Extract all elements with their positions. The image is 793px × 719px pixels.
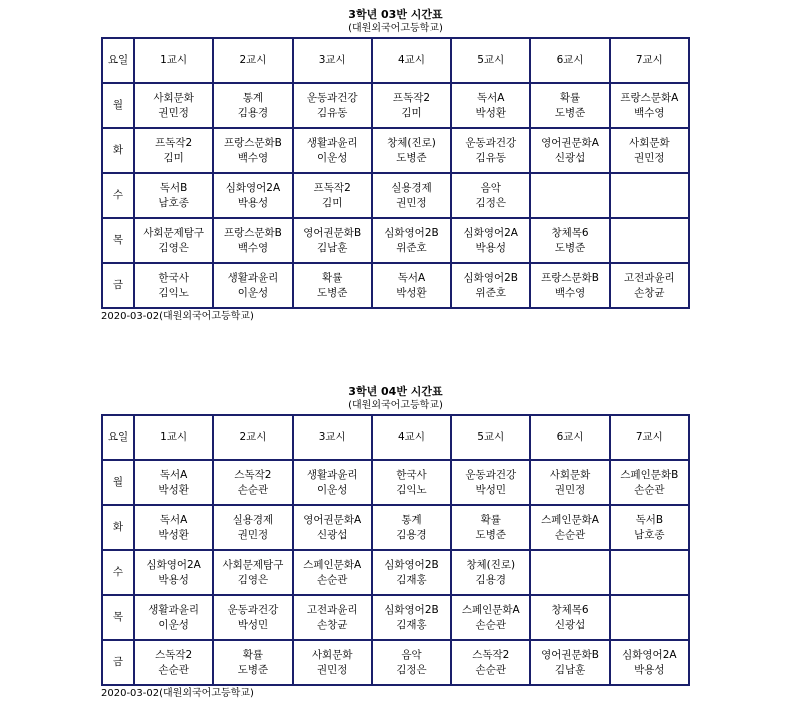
teacher-name: 신광섭	[554, 618, 586, 631]
timetable-title: 3학년 03반 시간표	[348, 8, 443, 21]
teacher-name: 김익노	[396, 483, 427, 496]
teacher-name: 김재홍	[396, 618, 427, 631]
subject-name: 프독작2	[313, 181, 351, 194]
class-cell	[213, 550, 292, 595]
class-cell	[213, 83, 292, 128]
period-header: 4교시	[372, 415, 451, 460]
class-cell	[451, 128, 530, 173]
class-cell	[610, 505, 689, 550]
subject-name: 심화영어2A	[225, 181, 281, 194]
class-cell	[610, 640, 689, 685]
teacher-name: 남호종	[158, 196, 189, 209]
timetable-04	[101, 385, 690, 700]
subject-name: 프랑스문화A	[620, 91, 679, 104]
class-cell	[213, 640, 292, 685]
day-row	[102, 460, 689, 505]
class-cell	[610, 595, 689, 640]
class-cell	[530, 263, 609, 308]
day-label: 수	[102, 550, 134, 595]
class-cell	[213, 263, 292, 308]
subject-name: 통계	[401, 513, 422, 526]
teacher-name: 신광섭	[554, 151, 586, 164]
teacher-name: 손순관	[316, 573, 348, 586]
subject-name: 사회문제탐구	[143, 226, 205, 239]
teacher-name: 손순관	[475, 663, 506, 676]
subject-name: 운동과건강	[227, 603, 279, 616]
class-cell	[372, 128, 451, 173]
class-cell	[134, 550, 213, 595]
day-label: 금	[102, 263, 134, 308]
class-cell	[293, 550, 372, 595]
teacher-name: 위준호	[396, 241, 427, 254]
teacher-name: 도병준	[237, 663, 269, 676]
teacher-name: 도병준	[316, 286, 348, 299]
class-cell	[134, 263, 213, 308]
class-cell	[610, 263, 689, 308]
subject-name: 스독작2	[155, 648, 193, 661]
subject-name: 스페인문화A	[461, 603, 520, 616]
day-row	[102, 505, 689, 550]
subject-name: 운동과건강	[465, 468, 517, 481]
class-cell	[293, 505, 372, 550]
subject-name: 프랑스문화B	[223, 136, 282, 149]
teacher-name: 도병준	[554, 241, 586, 254]
day-row	[102, 263, 689, 308]
teacher-name: 김남훈	[316, 241, 348, 254]
subject-name: 고전과윤리	[623, 271, 675, 284]
day-label: 목	[102, 595, 134, 640]
teacher-name: 위준호	[475, 286, 506, 299]
class-cell	[293, 640, 372, 685]
teacher-name: 박성환	[475, 106, 506, 119]
teacher-name: 권민정	[316, 663, 348, 676]
class-cell	[213, 460, 292, 505]
period-header: 1교시	[134, 415, 213, 460]
subject-name: 고전과윤리	[306, 603, 358, 616]
teacher-name: 권민정	[396, 196, 427, 209]
class-cell	[372, 595, 451, 640]
subject-name: 심화영어2A	[622, 648, 677, 661]
period-header: 4교시	[372, 38, 451, 83]
subject-name: 심화영어2B	[463, 271, 518, 284]
teacher-name: 박성환	[158, 528, 189, 541]
subject-name: 심화영어2A	[146, 558, 201, 571]
subject-name: 독서B	[159, 181, 188, 194]
class-cell	[372, 460, 451, 505]
class-cell	[372, 218, 451, 263]
subject-name: 실용경제	[391, 181, 432, 194]
timetable-grid	[101, 37, 690, 309]
teacher-name: 권민정	[634, 151, 665, 164]
subject-name: 창체목6	[551, 603, 589, 616]
teacher-name: 박성환	[158, 483, 189, 496]
class-cell	[213, 173, 292, 218]
timetable-subtitle: (대원외국어고등학교)	[348, 23, 443, 34]
class-cell	[372, 173, 451, 218]
class-cell	[451, 640, 530, 685]
class-cell	[134, 640, 213, 685]
day-label: 월	[102, 83, 134, 128]
subject-name: 심화영어2B	[384, 558, 439, 571]
teacher-name: 김익노	[158, 286, 189, 299]
subject-name: 심화영어2B	[384, 226, 439, 239]
period-header: 6교시	[530, 38, 609, 83]
teacher-name: 박용성	[158, 573, 189, 586]
subject-name: 심화영어2B	[384, 603, 439, 616]
subject-name: 한국사	[158, 271, 189, 284]
class-cell	[530, 173, 609, 218]
header-row	[102, 415, 689, 460]
day-row	[102, 595, 689, 640]
class-cell	[293, 595, 372, 640]
subject-name: 실용경제	[232, 513, 274, 526]
class-cell	[134, 218, 213, 263]
day-row	[102, 128, 689, 173]
teacher-name: 김영은	[237, 573, 269, 586]
teacher-name: 김영은	[158, 241, 189, 254]
subject-name: 스페인문화A	[541, 513, 599, 526]
subject-name: 확률	[559, 91, 581, 104]
class-cell	[451, 595, 530, 640]
day-row	[102, 83, 689, 128]
subject-name: 독서A	[477, 91, 505, 104]
header-row	[102, 38, 689, 83]
class-cell	[134, 83, 213, 128]
period-header: 6교시	[530, 415, 609, 460]
teacher-name: 이운성	[316, 151, 348, 164]
subject-name: 운동과건강	[465, 136, 517, 149]
class-cell	[610, 173, 689, 218]
subject-name: 음악	[480, 181, 501, 194]
period-header: 3교시	[293, 415, 372, 460]
class-cell	[293, 460, 372, 505]
teacher-name: 박용성	[475, 241, 506, 254]
class-cell	[293, 83, 372, 128]
subject-name: 사회문화	[629, 136, 670, 149]
teacher-name: 도병준	[475, 528, 506, 541]
class-cell	[293, 173, 372, 218]
class-cell	[451, 460, 530, 505]
teacher-name: 권민정	[554, 483, 586, 496]
subject-name: 음악	[401, 648, 422, 661]
class-cell	[451, 173, 530, 218]
subject-name: 한국사	[396, 468, 427, 481]
subject-name: 영어권문화A	[541, 136, 599, 149]
class-cell	[213, 505, 292, 550]
timetable-03	[101, 8, 690, 323]
class-cell	[610, 83, 689, 128]
teacher-name: 권민정	[237, 528, 269, 541]
timetable-subtitle: (대원외국어고등학교)	[348, 400, 443, 411]
class-cell	[530, 595, 609, 640]
class-cell	[610, 460, 689, 505]
day-row	[102, 218, 689, 263]
class-cell	[134, 595, 213, 640]
teacher-name: 김정은	[475, 196, 506, 209]
period-header: 7교시	[610, 38, 689, 83]
timetable-grid	[101, 414, 690, 686]
class-cell	[372, 263, 451, 308]
day-label: 금	[102, 640, 134, 685]
class-cell	[134, 505, 213, 550]
subject-name: 스페인문화B	[620, 468, 679, 481]
class-cell	[372, 83, 451, 128]
class-cell	[134, 460, 213, 505]
class-cell	[293, 263, 372, 308]
period-header: 3교시	[293, 38, 372, 83]
teacher-name: 손순관	[237, 483, 269, 496]
day-row	[102, 640, 689, 685]
subject-name: 사회문제탐구	[222, 558, 284, 571]
day-row	[102, 173, 689, 218]
teacher-name: 김정은	[396, 663, 427, 676]
teacher-name: 손창균	[634, 286, 665, 299]
teacher-name: 박성환	[396, 286, 427, 299]
teacher-name: 김재홍	[396, 573, 427, 586]
subject-name: 사회문화	[311, 648, 353, 661]
period-header: 5교시	[451, 415, 530, 460]
class-cell	[530, 128, 609, 173]
class-cell	[530, 550, 609, 595]
day-row	[102, 550, 689, 595]
subject-name: 심화영어2A	[463, 226, 518, 239]
day-label: 수	[102, 173, 134, 218]
subject-name: 스페인문화A	[303, 558, 362, 571]
subject-name: 독서A	[159, 468, 188, 481]
subject-name: 프랑스문화B	[541, 271, 599, 284]
subject-name: 프랑스문화B	[223, 226, 282, 239]
class-cell	[530, 640, 609, 685]
subject-name: 확률	[480, 513, 501, 526]
teacher-name: 이운성	[158, 618, 189, 631]
teacher-name: 김용경	[237, 106, 269, 119]
subject-name: 영어권문화B	[303, 226, 362, 239]
teacher-name: 박성민	[475, 483, 506, 496]
corner-cell: 요일	[102, 415, 134, 460]
subject-name: 창체목6	[551, 226, 589, 239]
class-cell	[451, 263, 530, 308]
teacher-name: 박용성	[634, 663, 665, 676]
class-cell	[610, 218, 689, 263]
teacher-name: 김미	[163, 151, 184, 164]
teacher-name: 도병준	[396, 151, 427, 164]
subject-name: 생활과윤리	[306, 136, 358, 149]
class-cell	[293, 128, 372, 173]
day-label: 화	[102, 128, 134, 173]
teacher-name: 김미	[401, 106, 422, 119]
teacher-name: 김용경	[475, 573, 506, 586]
teacher-name: 권민정	[158, 106, 189, 119]
subject-name: 스독작2	[472, 648, 510, 661]
teacher-name: 김용경	[396, 528, 427, 541]
day-label: 목	[102, 218, 134, 263]
subject-name: 프독작2	[155, 136, 193, 149]
subject-name: 스독작2	[234, 468, 272, 481]
teacher-name: 손순관	[158, 663, 189, 676]
subject-name: 독서B	[635, 513, 664, 526]
day-label: 월	[102, 460, 134, 505]
class-cell	[134, 128, 213, 173]
teacher-name: 남호종	[634, 528, 665, 541]
class-cell	[134, 173, 213, 218]
teacher-name: 손순관	[634, 483, 665, 496]
class-cell	[530, 83, 609, 128]
teacher-name: 손순관	[475, 618, 506, 631]
class-cell	[293, 218, 372, 263]
teacher-name: 박용성	[237, 196, 269, 209]
subject-name: 운동과건강	[306, 91, 358, 104]
subject-name: 사회문화	[153, 91, 194, 104]
teacher-name: 도병준	[554, 106, 586, 119]
teacher-name: 백수영	[237, 241, 269, 254]
class-cell	[451, 218, 530, 263]
class-cell	[213, 128, 292, 173]
teacher-name: 신광섭	[316, 528, 348, 541]
period-header: 7교시	[610, 415, 689, 460]
subject-name: 생활과윤리	[227, 271, 279, 284]
teacher-name: 박성민	[237, 618, 269, 631]
class-cell	[610, 128, 689, 173]
class-cell	[530, 218, 609, 263]
class-cell	[451, 505, 530, 550]
timetable-footer: 2020-03-02(대원외국어고등학교)	[101, 688, 254, 699]
class-cell	[451, 550, 530, 595]
subject-name: 확률	[242, 648, 264, 661]
subject-name: 생활과윤리	[148, 603, 199, 616]
subject-name: 생활과윤리	[306, 468, 358, 481]
teacher-name: 손순관	[554, 528, 586, 541]
period-header: 5교시	[451, 38, 530, 83]
teacher-name: 백수영	[554, 286, 586, 299]
subject-name: 독서A	[159, 513, 188, 526]
corner-cell: 요일	[102, 38, 134, 83]
teacher-name: 이운성	[316, 483, 348, 496]
teacher-name: 이운성	[237, 286, 269, 299]
timetable-title: 3학년 04반 시간표	[348, 385, 443, 398]
teacher-name: 김유동	[475, 151, 506, 164]
teacher-name: 백수영	[634, 106, 665, 119]
class-cell	[213, 218, 292, 263]
class-cell	[530, 505, 609, 550]
subject-name: 영어권문화B	[541, 648, 599, 661]
subject-name: 통계	[242, 91, 264, 104]
period-header: 2교시	[213, 415, 292, 460]
subject-name: 창체(진로)	[466, 558, 516, 571]
teacher-name: 김유동	[316, 106, 348, 119]
subject-name: 프독작2	[392, 91, 431, 104]
class-cell	[530, 460, 609, 505]
subject-name: 사회문화	[549, 468, 591, 481]
subject-name: 독서A	[397, 271, 426, 284]
teacher-name: 백수영	[237, 151, 269, 164]
class-cell	[451, 83, 530, 128]
period-header: 1교시	[134, 38, 213, 83]
subject-name: 창체(진로)	[387, 136, 436, 149]
class-cell	[372, 640, 451, 685]
timetable-footer: 2020-03-02(대원외국어고등학교)	[101, 311, 254, 322]
day-label: 화	[102, 505, 134, 550]
subject-name: 영어권문화A	[303, 513, 362, 526]
class-cell	[610, 550, 689, 595]
class-cell	[372, 550, 451, 595]
class-cell	[372, 505, 451, 550]
teacher-name: 김미	[322, 196, 343, 209]
subject-name: 확률	[322, 271, 343, 284]
class-cell	[213, 595, 292, 640]
teacher-name: 김남훈	[554, 663, 586, 676]
teacher-name: 손창균	[316, 618, 348, 631]
period-header: 2교시	[213, 38, 292, 83]
